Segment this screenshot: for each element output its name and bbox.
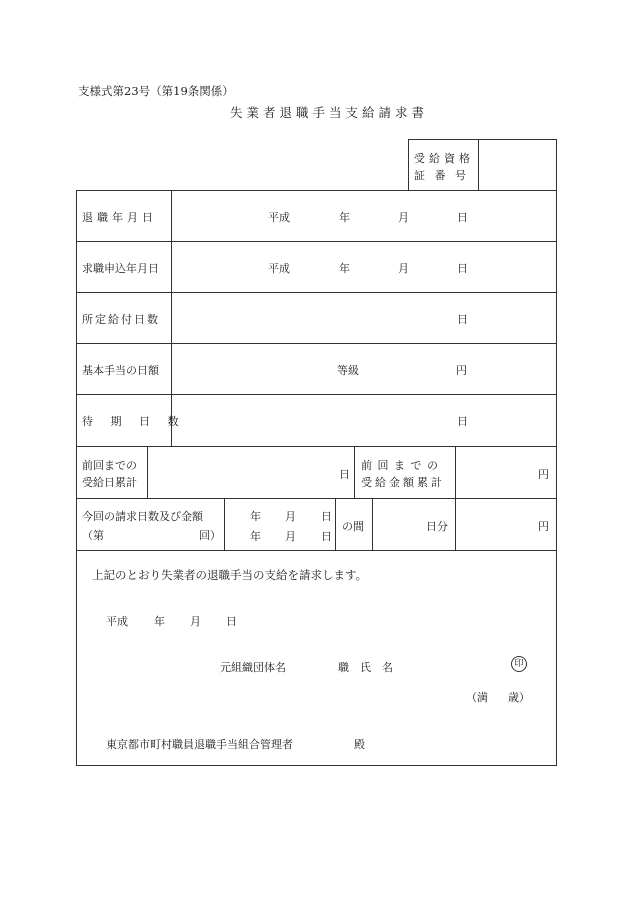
declaration-era: 平成 [106,615,128,628]
retirement-date-era: 平成 [268,211,290,224]
job-application-date-month: 月 [398,262,409,275]
period-from-year: 年 [250,510,261,523]
age-field[interactable] [490,686,508,704]
job-application-date-year: 年 [339,262,350,275]
job-application-date-label: 求職申込年月日 [82,262,159,275]
seal-mark: 印 [511,656,527,672]
retirement-date-day: 日 [457,211,468,224]
cumulative-days-label-line1: 前回までの [82,459,137,472]
declaration-day: 日 [226,615,237,628]
waiting-days-label: 待 期 日 数 [82,415,186,428]
certificate-label-line2: 証 番 号 [414,169,469,182]
retirement-date-label: 退職年月日 [82,211,157,224]
basic-daily-amount-field[interactable] [174,346,554,392]
basic-daily-amount-grade: 等級 [337,364,359,377]
age-close: 歳） [508,691,530,704]
retirement-date-field[interactable] [174,193,554,239]
org-field[interactable] [292,654,334,676]
waiting-days-field[interactable] [174,397,554,443]
period-field[interactable] [227,501,333,547]
cumulative-days-unit: 日 [339,468,350,481]
current-amount-unit: 円 [538,520,549,533]
current-request-count-field[interactable] [108,524,196,542]
job-application-date-day: 日 [457,262,468,275]
retirement-date-year: 年 [339,211,350,224]
current-days-field[interactable] [375,501,423,547]
basic-daily-amount-label: 基本手当の日額 [82,364,159,377]
prescribed-days-unit: 日 [457,313,468,326]
prescribed-days-field[interactable] [174,295,554,341]
cumulative-amount-label-line2: 受給金額累計 [361,476,445,489]
current-days-unit: 日分 [426,520,448,533]
waiting-days-unit: 日 [457,415,468,428]
declaration-statement: 上記のとおり失業者の退職手当の支給を請求します。 [92,568,368,582]
certificate-label-line1: 受給資格 [414,152,474,165]
current-request-open: （第 [82,529,104,542]
basic-daily-amount-unit: 円 [456,364,467,377]
job-application-date-era: 平成 [268,262,290,275]
period-label: の間 [342,520,364,533]
cumulative-days-label-line2: 受給日累計 [82,476,137,489]
prescribed-days-label: 所定給付日数 [82,313,160,326]
period-to-year: 年 [250,530,261,543]
cumulative-amount-unit: 円 [538,468,549,481]
period-to-month: 月 [285,530,296,543]
declaration-month: 月 [190,615,201,628]
age-open: （満 [466,691,488,704]
current-request-label: 今回の請求日数及び金額 [82,510,203,523]
certificate-number-field[interactable] [482,150,552,180]
retirement-date-month: 月 [398,211,409,224]
current-request-close: 回） [199,529,221,542]
name-field[interactable] [400,654,506,676]
form-reference: 支様式第23号（第19条関係） [78,84,234,98]
org-label: 元組織団体名 [220,661,286,674]
period-from-day: 日 [321,510,332,523]
addressee: 東京都市町村職員退職手当組合管理者 [106,738,293,751]
period-from-month: 月 [285,510,296,523]
job-application-date-field[interactable] [174,244,554,290]
form-title: 失業者退職手当支給請求書 [230,105,429,120]
current-amount-field[interactable] [458,501,534,547]
declaration-year: 年 [154,615,165,628]
period-to-day: 日 [321,530,332,543]
name-label: 職 氏 名 [338,661,393,674]
cumulative-days-field[interactable] [150,449,335,495]
honorific: 殿 [354,738,365,751]
declaration-date-field[interactable] [104,608,238,630]
cumulative-amount-label-line1: 前 回 ま で の [361,459,439,472]
cumulative-amount-field[interactable] [458,449,534,495]
